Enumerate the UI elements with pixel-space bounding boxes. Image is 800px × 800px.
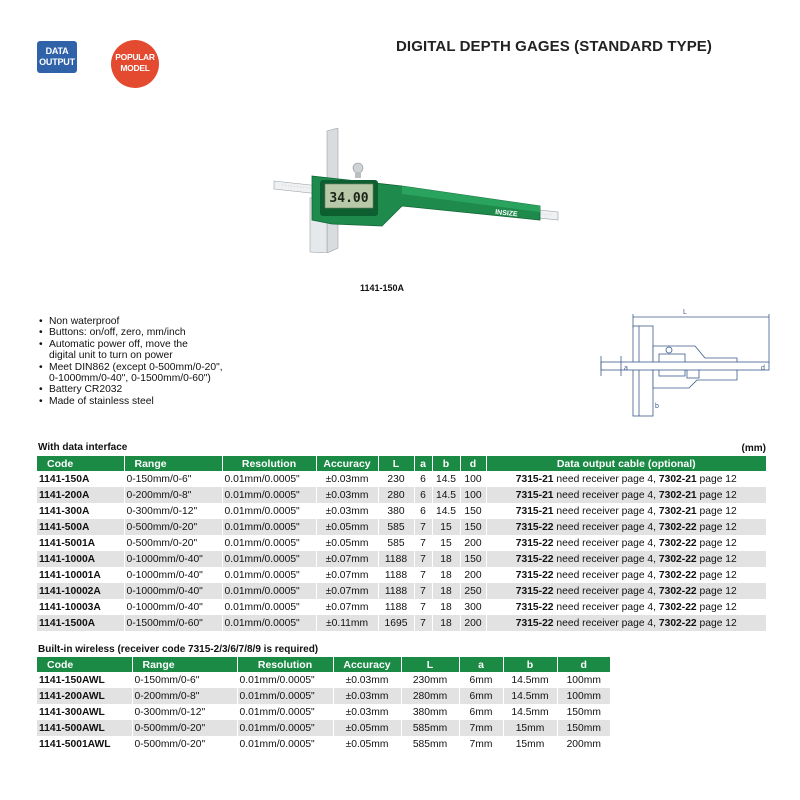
section-title-data-interface: With data interface [38,442,128,453]
table-row [37,672,611,688]
cable-code-receiver: 7315-21 [515,505,554,517]
cell-a: 6 [414,487,432,503]
cell-accuracy: ±0.03mm [333,704,401,720]
cell-b: 14.5mm [503,672,557,688]
cable-code-cable: 7302-21 [658,505,697,517]
cable-text: page 12 [696,601,737,613]
cell-L: 1188 [378,551,414,567]
column-header: Code [37,456,124,471]
cell-accuracy: ±0.03mm [316,487,378,503]
cell-cable [486,583,767,599]
cell-resolution: 0.01mm/0.0005" [237,736,333,752]
column-header: a [459,657,503,672]
cable-text: need receiver page 4, [553,601,659,613]
feature-item: • Non waterproof [38,316,278,327]
cell-a: 7 [414,535,432,551]
table-header-row [37,456,767,471]
cell-b: 18 [432,551,460,567]
cell-code: 1141-5001A [37,535,124,551]
section-title-built-in-wireless: Built-in wireless (receiver code 7315-2/3/6/7/8/9 is required) [38,644,319,655]
cell-range: 0-1000mm/0-40" [124,567,222,583]
cable-text: need receiver page 4, [553,489,659,501]
table-row [37,535,767,551]
cell-a: 7 [414,599,432,615]
cable-text: need receiver page 4, [553,473,659,485]
cell-code: 1141-150A [37,471,124,487]
cell-L: 1188 [378,567,414,583]
cell-b: 15mm [503,736,557,752]
cable-text: page 12 [696,553,737,565]
cable-text: need receiver page 4, [553,537,659,549]
cell-accuracy: ±0.03mm [316,503,378,519]
cell-d: 100 [460,487,486,503]
column-header: d [557,657,611,672]
cell-code: 1141-500AWL [37,720,132,736]
cell-resolution: 0.01mm/0.0005" [237,704,333,720]
cell-d: 250 [460,583,486,599]
column-header: Resolution [222,456,316,471]
column-header: Range [132,657,237,672]
cell-accuracy: ±0.07mm [316,567,378,583]
cell-resolution: 0.01mm/0.0005" [237,672,333,688]
cell-d: 150mm [557,720,611,736]
cell-cable [486,471,767,487]
data-output-badge-line2: OUTPUT [39,57,75,67]
cell-accuracy: ±0.05mm [333,720,401,736]
cell-b: 14.5mm [503,704,557,720]
cell-cable [486,487,767,503]
cable-text: page 12 [696,521,737,533]
column-header: L [378,456,414,471]
column-header: Resolution [237,657,333,672]
feature-item: • Buttons: on/off, zero, mm/inch [38,327,278,338]
table-row [37,567,767,583]
column-header: a [414,456,432,471]
cell-accuracy: ±0.07mm [316,599,378,615]
cable-text: need receiver page 4, [553,505,659,517]
cell-resolution: 0.01mm/0.0005" [237,720,333,736]
table-row [37,736,611,752]
table-row [37,615,767,631]
cell-L: 280mm [401,688,459,704]
cell-L: 280 [378,487,414,503]
cell-d: 100mm [557,672,611,688]
cell-code: 1141-500A [37,519,124,535]
cable-code-receiver: 7315-21 [515,473,554,485]
table-row [37,503,767,519]
cell-a: 7 [414,519,432,535]
cell-range: 0-150mm/0-6" [132,672,237,688]
cell-b: 18 [432,615,460,631]
cell-code: 1141-5001AWL [37,736,132,752]
cell-a: 7 [414,551,432,567]
cell-code: 1141-150AWL [37,672,132,688]
feature-list [38,316,278,407]
cell-code: 1141-200AWL [37,688,132,704]
cable-code-receiver: 7315-21 [515,489,554,501]
cable-code-receiver: 7315-22 [515,601,554,613]
cell-accuracy: ±0.11mm [316,615,378,631]
cell-b: 18 [432,583,460,599]
data-output-badge-line1: DATA [45,46,69,56]
cell-d: 150mm [557,704,611,720]
cell-d: 150 [460,551,486,567]
table-row [37,704,611,720]
feature-item: • Battery CR2032 [38,384,278,395]
cell-cable [486,519,767,535]
cell-L: 380mm [401,704,459,720]
cell-d: 150 [460,519,486,535]
cable-code-cable: 7302-22 [658,585,697,597]
column-header: b [503,657,557,672]
cell-cable [486,567,767,583]
cable-code-receiver: 7315-22 [515,553,554,565]
feature-item: • Made of stainless steel [38,396,278,407]
page-title: DIGITAL DEPTH GAGES (STANDARD TYPE) [396,38,713,55]
table-row [37,599,767,615]
cell-a: 6mm [459,672,503,688]
cell-range: 0-1000mm/0-40" [124,599,222,615]
cable-text: page 12 [696,537,737,549]
cable-code-receiver: 7315-22 [515,569,554,581]
cell-a: 6mm [459,704,503,720]
cable-code-cable: 7302-21 [658,473,697,485]
cell-b: 18 [432,599,460,615]
cell-code: 1141-1000A [37,551,124,567]
table-row [37,487,767,503]
cell-resolution: 0.01mm/0.0005" [222,503,316,519]
cell-code: 1141-10001A [37,567,124,583]
column-header: Data output cable (optional) [486,456,767,471]
cable-code-cable: 7302-22 [658,553,697,565]
cell-range: 0-500mm/0-20" [124,519,222,535]
column-header: Accuracy [316,456,378,471]
cell-b: 15 [432,535,460,551]
data-output-badge [37,41,77,73]
cell-accuracy: ±0.07mm [316,583,378,599]
cell-cable [486,599,767,615]
cable-code-cable: 7302-22 [658,617,697,629]
cell-a: 7 [414,583,432,599]
cell-range: 0-500mm/0-20" [132,736,237,752]
cell-a: 7 [414,615,432,631]
cell-accuracy: ±0.07mm [316,551,378,567]
feature-item: • Meet DIN862 (except 0-500mm/0-20", 0-1000mm/0-40", 0-1500mm/0-60") [38,362,278,385]
diagram-label-a: a [624,365,628,372]
column-header: L [401,657,459,672]
cell-cable [486,551,767,567]
table-row [37,688,611,704]
table-row [37,583,767,599]
cell-b: 14.5 [432,471,460,487]
cell-L: 585 [378,535,414,551]
cell-b: 15mm [503,720,557,736]
cable-code-cable: 7302-22 [658,537,697,549]
cell-L: 230mm [401,672,459,688]
cell-code: 1141-10002A [37,583,124,599]
cell-accuracy: ±0.05mm [316,535,378,551]
column-header: Code [37,657,132,672]
feature-item: • Automatic power off, move the digital unit to turn on power [38,339,278,362]
cable-text: page 12 [696,569,737,581]
popular-model-badge [111,40,159,88]
cell-cable [486,535,767,551]
cell-accuracy: ±0.05mm [333,736,401,752]
cell-d: 300 [460,599,486,615]
cell-a: 6 [414,503,432,519]
cell-b: 14.5mm [503,688,557,704]
cell-d: 200mm [557,736,611,752]
cell-b: 14.5 [432,503,460,519]
cell-d: 200 [460,567,486,583]
cable-code-receiver: 7315-22 [515,521,554,533]
cell-L: 1188 [378,583,414,599]
cell-resolution: 0.01mm/0.0005" [237,688,333,704]
cell-range: 0-1000mm/0-40" [124,551,222,567]
diagram-label-d: d [761,365,765,372]
cell-range: 0-300mm/0-12" [124,503,222,519]
cell-b: 18 [432,567,460,583]
cell-resolution: 0.01mm/0.0005" [222,615,316,631]
cell-a: 6 [414,471,432,487]
product-brand-logo: INSIZE [494,209,518,219]
cell-d: 100 [460,471,486,487]
cell-L: 585mm [401,720,459,736]
cell-code: 1141-10003A [37,599,124,615]
cell-range: 0-200mm/0-8" [132,688,237,704]
product-caption: 1141-150A [360,283,405,293]
cell-resolution: 0.01mm/0.0005" [222,519,316,535]
table-row [37,551,767,567]
cable-text: need receiver page 4, [553,569,659,581]
cell-a: 7 [414,567,432,583]
cable-code-cable: 7302-22 [658,569,697,581]
cell-resolution: 0.01mm/0.0005" [222,551,316,567]
table-row [37,519,767,535]
built-in-wireless-table [37,657,611,752]
cell-range: 0-1500mm/0-60" [124,615,222,631]
cell-resolution: 0.01mm/0.0005" [222,599,316,615]
cable-text: need receiver page 4, [553,521,659,533]
cell-resolution: 0.01mm/0.0005" [222,567,316,583]
diagram-label-L: L [683,309,687,316]
cell-range: 0-500mm/0-20" [132,720,237,736]
product-photo [272,128,562,253]
cable-text: page 12 [696,617,737,629]
cell-L: 230 [378,471,414,487]
cell-code: 1141-300AWL [37,704,132,720]
data-interface-table [37,456,767,631]
popular-model-badge-line1: POPULAR [115,52,155,62]
cell-resolution: 0.01mm/0.0005" [222,471,316,487]
cell-L: 585 [378,519,414,535]
cell-L: 380 [378,503,414,519]
cell-code: 1141-1500A [37,615,124,631]
cable-text: need receiver page 4, [553,553,659,565]
cell-cable [486,503,767,519]
cable-code-cable: 7302-22 [658,601,697,613]
cell-d: 150 [460,503,486,519]
cable-text: page 12 [696,585,737,597]
cell-b: 15 [432,519,460,535]
cell-accuracy: ±0.05mm [316,519,378,535]
cable-text: need receiver page 4, [553,617,659,629]
cell-range: 0-1000mm/0-40" [124,583,222,599]
cable-code-cable: 7302-21 [658,489,697,501]
cell-range: 0-300mm/0-12" [132,704,237,720]
cable-code-receiver: 7315-22 [515,537,554,549]
cell-d: 200 [460,535,486,551]
cell-L: 1188 [378,599,414,615]
table-header-row [37,657,611,672]
diagram-label-b: b [655,403,659,410]
cell-a: 6mm [459,688,503,704]
cell-accuracy: ±0.03mm [316,471,378,487]
dimension-diagram [597,306,773,418]
cable-code-receiver: 7315-22 [515,617,554,629]
cable-text: page 12 [696,505,737,517]
cell-range: 0-200mm/0-8" [124,487,222,503]
table-row [37,720,611,736]
column-header: Range [124,456,222,471]
unit-label: (mm) [741,443,766,454]
cell-a: 7mm [459,736,503,752]
cell-range: 0-500mm/0-20" [124,535,222,551]
cell-d: 100mm [557,688,611,704]
cell-range: 0-150mm/0-6" [124,471,222,487]
cell-resolution: 0.01mm/0.0005" [222,583,316,599]
cell-L: 1695 [378,615,414,631]
cell-d: 200 [460,615,486,631]
cell-L: 585mm [401,736,459,752]
product-display-reading: 34.00 [329,191,369,206]
cell-code: 1141-300A [37,503,124,519]
cell-a: 7mm [459,720,503,736]
cell-accuracy: ±0.03mm [333,672,401,688]
cable-text: page 12 [696,473,737,485]
popular-model-badge-line2: MODEL [120,63,150,73]
table-row [37,471,767,487]
column-header: d [460,456,486,471]
cable-text: page 12 [696,489,737,501]
cell-code: 1141-200A [37,487,124,503]
cable-code-receiver: 7315-22 [515,585,554,597]
cell-b: 14.5 [432,487,460,503]
cell-resolution: 0.01mm/0.0005" [222,487,316,503]
cable-code-cable: 7302-22 [658,521,697,533]
cell-cable [486,615,767,631]
cable-text: need receiver page 4, [553,585,659,597]
cell-accuracy: ±0.03mm [333,688,401,704]
cell-resolution: 0.01mm/0.0005" [222,535,316,551]
column-header: Accuracy [333,657,401,672]
column-header: b [432,456,460,471]
